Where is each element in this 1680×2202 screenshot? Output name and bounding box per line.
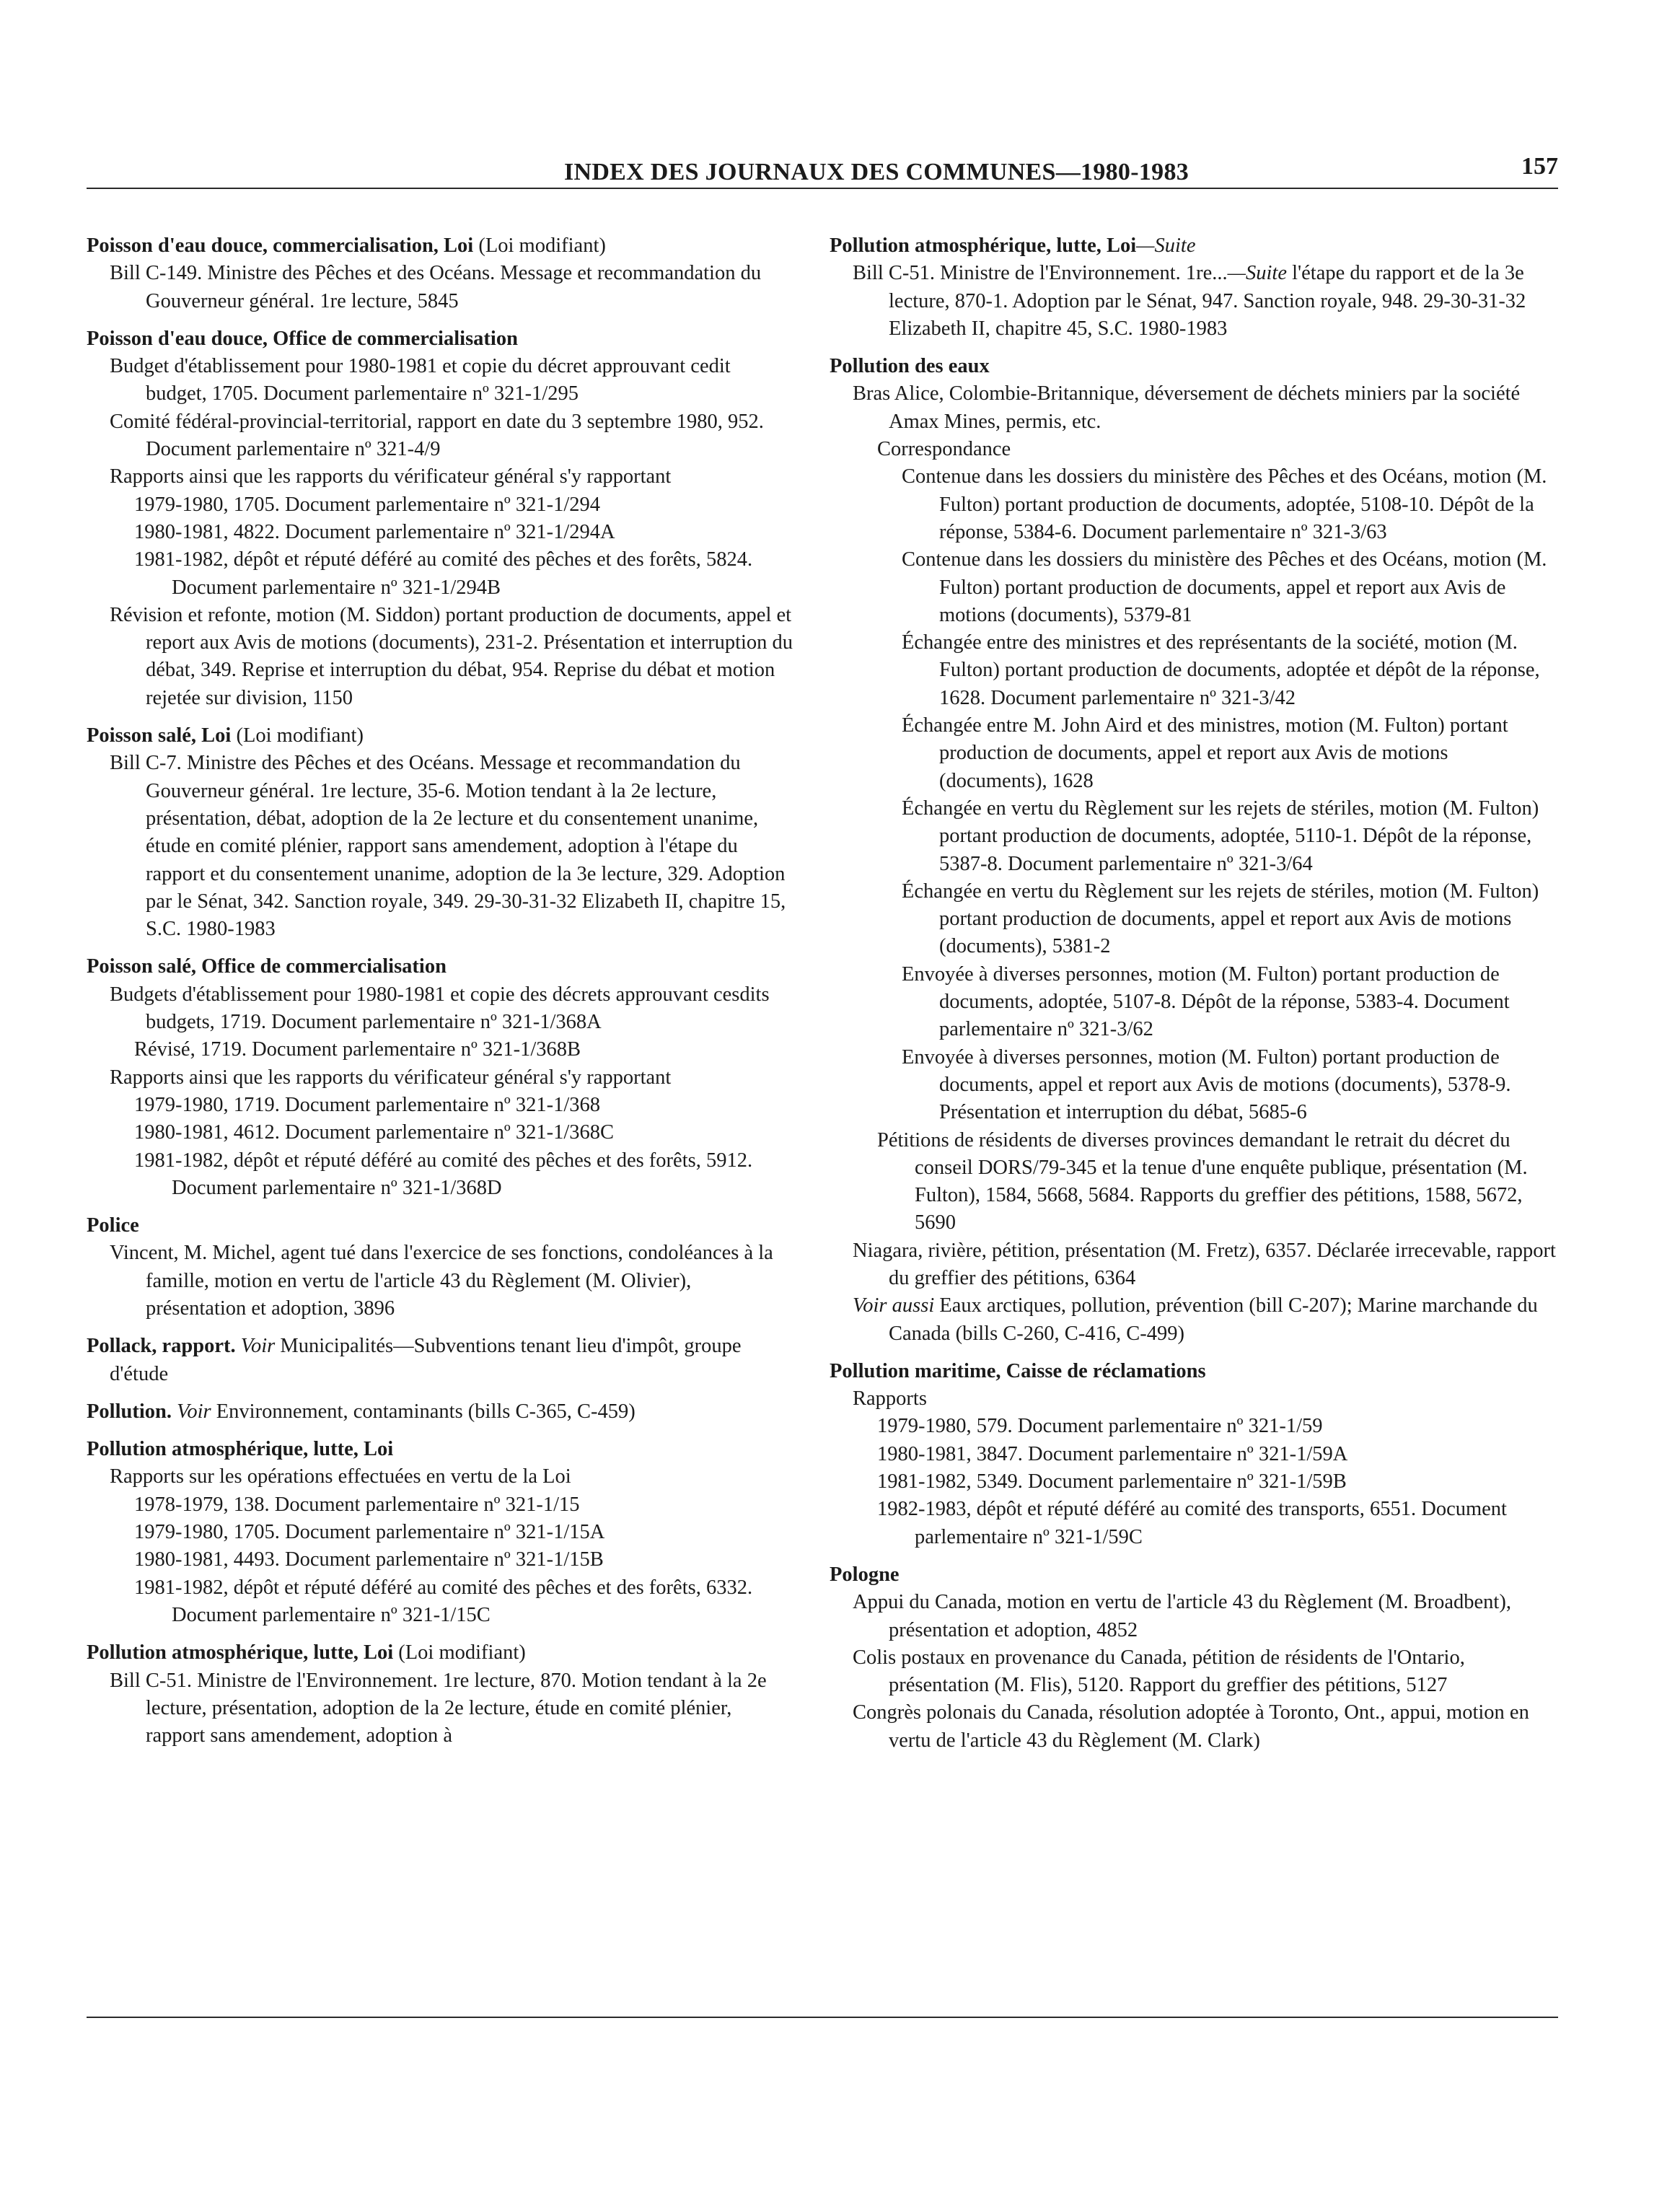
subentry: Révision et refonte, motion (M. Siddon) portant production de documents, appel et report aux Avis de motions (documents), 231-2. Présentation et interruption du débat, 349. Reprise et interruption du débat, 954. Reprise du débat et motion rejetée sur division, 1150 xyxy=(110,603,793,709)
subentry: Contenue dans les dossiers du ministère des Pêches et des Océans, motion (M. Fulton) portant production de documents, adoptée, 5108-10. Dépôt de la réponse, 5384-6. Document parlementaire nº 321-3/63 xyxy=(902,465,1547,543)
page-number: 157 xyxy=(1521,153,1558,180)
subentry: Bill C-149. Ministre des Pêches et des Océans. Message et recommandation du Gouverneur général. 1re lecture, 5845 xyxy=(110,262,762,312)
cross-reference-voir-aussi: Voir aussi xyxy=(853,1294,935,1317)
entry-heading: Pollack, rapport. Voir Municipalités—Subventions tenant lieu d'impôt, groupe d'étude xyxy=(87,1335,742,1385)
subentry: Budgets d'établissement pour 1980-1981 et copie des décrets approuvant cesdits budgets, 1719. Document parlementaire nº 321-1/368A xyxy=(110,983,770,1034)
subentry: Congrès polonais du Canada, résolution adoptée à Toronto, Ont., appui, motion en vertu de l'article 43 du Règlement (M. Clark) xyxy=(853,1701,1529,1752)
subentry: 1981-1982, dépôt et réputé déféré au comité des pêches et des forêts, 6332. Document parlementaire nº 321-1/15C xyxy=(134,1576,753,1626)
index-entry xyxy=(830,353,1558,1348)
entry-heading: Pollution atmosphérique, lutte, Loi xyxy=(87,1438,394,1461)
index-entry xyxy=(87,1333,793,1388)
subentry: 1979-1980, 1719. Document parlementaire nº 321-1/368 xyxy=(134,1093,600,1116)
entry-heading: Pollution maritime, Caisse de réclamations xyxy=(830,1359,1206,1382)
entry-heading: Poisson d'eau douce, commercialisation, Loi (Loi modifiant) xyxy=(87,234,606,257)
subentry: 1979-1980, 1705. Document parlementaire nº 321-1/294 xyxy=(134,493,600,516)
subentry: 1980-1981, 3847. Document parlementaire nº 321-1/59A xyxy=(877,1442,1348,1465)
subentry: Budget d'établissement pour 1980-1981 et copie du décret approuvant cedit budget, 1705. Document parlementaire nº 321-1/295 xyxy=(110,355,731,405)
subentry: Voir aussi Eaux arctiques, pollution, prévention (bill C-207); Marine marchande du Canada (bills C-260, C-416, C-499) xyxy=(853,1294,1538,1345)
subentry: Correspondance xyxy=(877,438,1011,461)
entry-heading: Pollution. Voir Environnement, contaminants (bills C-365, C-459) xyxy=(87,1400,636,1423)
index-entry xyxy=(87,1436,793,1629)
subentry: Révisé, 1719. Document parlementaire nº 321-1/368B xyxy=(134,1038,581,1061)
subentry: Bill C-51. Ministre de l'Environnement. 1re lecture, 870. Motion tendant à la 2e lecture, présentation, adoption de la 2e lecture, étude en comité plénier, rapport sans amendement, adoption à xyxy=(110,1669,767,1747)
subentry: Appui du Canada, motion en vertu de l'article 43 du Règlement (M. Broadbent), présentation et adoption, 4852 xyxy=(853,1591,1511,1641)
entry-heading: Police xyxy=(87,1214,139,1237)
entry-heading: Pollution des eaux xyxy=(830,355,990,378)
entry-heading: Pologne xyxy=(830,1563,900,1586)
index-entry xyxy=(87,1212,793,1322)
left-column xyxy=(87,232,793,1760)
subentry: 1980-1981, 4493. Document parlementaire nº 321-1/15B xyxy=(134,1548,604,1571)
subentry: Envoyée à diverses personnes, motion (M. Fulton) portant production de documents, appel et report aux Avis de motions (documents), 5378-9. Présentation et interruption du débat, 5685-6 xyxy=(902,1045,1511,1124)
index-entry xyxy=(830,232,1558,343)
subentry: 1981-1982, dépôt et réputé déféré au comité des pêches et des forêts, 5824. Document parlementaire nº 321-1/294B xyxy=(134,548,753,599)
subentry: 1981-1982, dépôt et réputé déféré au comité des pêches et des forêts, 5912. Document parlementaire nº 321-1/368D xyxy=(134,1149,753,1199)
index-entry xyxy=(87,325,793,712)
subentry: Échangée entre des ministres et des représentants de la société, motion (M. Fulton) portant production de documents, adoptée et dépôt de la réponse, 1628. Document parlementaire nº 321-3/42 xyxy=(902,631,1540,709)
subentry: Bill C-51. Ministre de l'Environnement. 1re...—Suite l'étape du rapport et de la 3e lecture, 870-1. Adoption par le Sénat, 947. Sanction royale, 948. 29-30-31-32 Elizabeth II, chapitre 45, S.C. 1980-1983 xyxy=(853,262,1526,340)
cross-reference-voir: Voir xyxy=(177,1400,211,1423)
header-rule xyxy=(87,188,1558,189)
index-entry xyxy=(87,722,793,943)
subentry: Contenue dans les dossiers du ministère des Pêches et des Océans, motion (M. Fulton) portant production de documents, appel et report aux Avis de motions (documents), 5379-81 xyxy=(902,548,1547,626)
subentry: Échangée entre M. John Aird et des ministres, motion (M. Fulton) portant production de documents, appel et report aux Avis de motions (documents), 1628 xyxy=(902,714,1508,792)
subentry: Rapports xyxy=(853,1387,927,1411)
subentry: Envoyée à diverses personnes, motion (M. Fulton) portant production de documents, adoptée, 5107-8. Dépôt de la réponse, 5383-4. Document parlementaire nº 321-3/62 xyxy=(902,962,1510,1041)
subentry: Rapports ainsi que les rapports du vérificateur général s'y rapportant xyxy=(110,465,672,488)
footer-rule xyxy=(87,2017,1558,2018)
subentry: 1980-1981, 4612. Document parlementaire nº 321-1/368C xyxy=(134,1121,614,1144)
subentry: Bras Alice, Colombie-Britannique, déversement de déchets miniers par la société Amax Mines, permis, etc. xyxy=(853,382,1521,433)
subentry: Rapports sur les opérations effectuées en vertu de la Loi xyxy=(110,1465,571,1488)
entry-heading: Pollution atmosphérique, lutte, Loi (Loi modifiant) xyxy=(87,1641,526,1664)
index-entry xyxy=(830,1561,1558,1755)
subentry: Vincent, M. Michel, agent tué dans l'exercice de ses fonctions, condoléances à la famille, motion en vertu de l'article 43 du Règlement (M. Olivier), présentation et adoption, 3896 xyxy=(110,1242,773,1320)
entry-heading: Pollution atmosphérique, lutte, Loi—Suite xyxy=(830,234,1196,257)
subentry: 1979-1980, 1705. Document parlementaire nº 321-1/15A xyxy=(134,1521,605,1544)
index-entry xyxy=(87,953,793,1202)
right-column xyxy=(830,232,1558,1765)
subentry: Niagara, rivière, pétition, présentation (M. Fretz), 6357. Déclarée irrecevable, rapport du greffier des pétitions, 6364 xyxy=(853,1239,1556,1289)
subentry: Bill C-7. Ministre des Pêches et des Océans. Message et recommandation du Gouverneur général. 1re lecture, 35-6. Motion tendant à la 2e lecture, présentation, débat, adoption de la 2e lecture et du consentement unanime, étude en comité plénier, rapport sans amendement, adoption à l'étape du rapport et du consentement unanime, adoption de la 3e lecture, 329. Adoption par le Sénat, 342. Sanction royale, 349. 29-30-31-32 Elizabeth II, chapitre 15, S.C. 1980-1983 xyxy=(110,752,786,941)
running-title: INDEX DES JOURNAUX DES COMMUNES—1980-1983 xyxy=(563,159,1189,185)
subentry: 1981-1982, 5349. Document parlementaire nº 321-1/59B xyxy=(877,1470,1347,1493)
index-entry xyxy=(87,1398,793,1426)
subentry: Colis postaux en provenance du Canada, pétition de résidents de l'Ontario, présentation (M. Flis), 5120. Rapport du greffier des pétitions, 5127 xyxy=(853,1646,1465,1697)
subentry: Rapports ainsi que les rapports du vérificateur général s'y rapportant xyxy=(110,1066,672,1089)
subentry: 1978-1979, 138. Document parlementaire nº 321-1/15 xyxy=(134,1493,580,1516)
subentry: 1982-1983, dépôt et réputé déféré au comité des transports, 6551. Document parlementaire nº 321-1/59C xyxy=(877,1498,1507,1548)
subentry: 1980-1981, 4822. Document parlementaire nº 321-1/294A xyxy=(134,520,615,543)
entry-heading: Poisson d'eau douce, Office de commercialisation xyxy=(87,327,518,350)
index-entry xyxy=(87,1639,793,1750)
subentry: Pétitions de résidents de diverses provinces demandant le retrait du décret du conseil DORS/79-345 et la tenue d'une enquête publique, présentation (M. Fulton), 1584, 5668, 5684. Rapports du greffier des pétitions, 1588, 5672, 5690 xyxy=(877,1128,1528,1234)
subentry: 1979-1980, 579. Document parlementaire nº 321-1/59 xyxy=(877,1415,1323,1438)
subentry: Échangée en vertu du Règlement sur les rejets de stériles, motion (M. Fulton) portant production de documents, appel et report aux Avis de motions (documents), 5381-2 xyxy=(902,880,1539,958)
index-entry xyxy=(830,1358,1558,1551)
entry-heading: Poisson salé, Office de commercialisation xyxy=(87,955,447,978)
subentry: Échangée en vertu du Règlement sur les rejets de stériles, motion (M. Fulton) portant production de documents, adoptée, 5110-1. Dépôt de la réponse, 5387-8. Document parlementaire nº 321-3/64 xyxy=(902,797,1539,875)
subentry: Comité fédéral-provincial-territorial, rapport en date du 3 septembre 1980, 952. Document parlementaire nº 321-4/9 xyxy=(110,410,764,461)
cross-reference-voir: Voir xyxy=(240,1335,276,1358)
entry-heading: Poisson salé, Loi (Loi modifiant) xyxy=(87,724,364,747)
index-entry xyxy=(87,232,793,315)
